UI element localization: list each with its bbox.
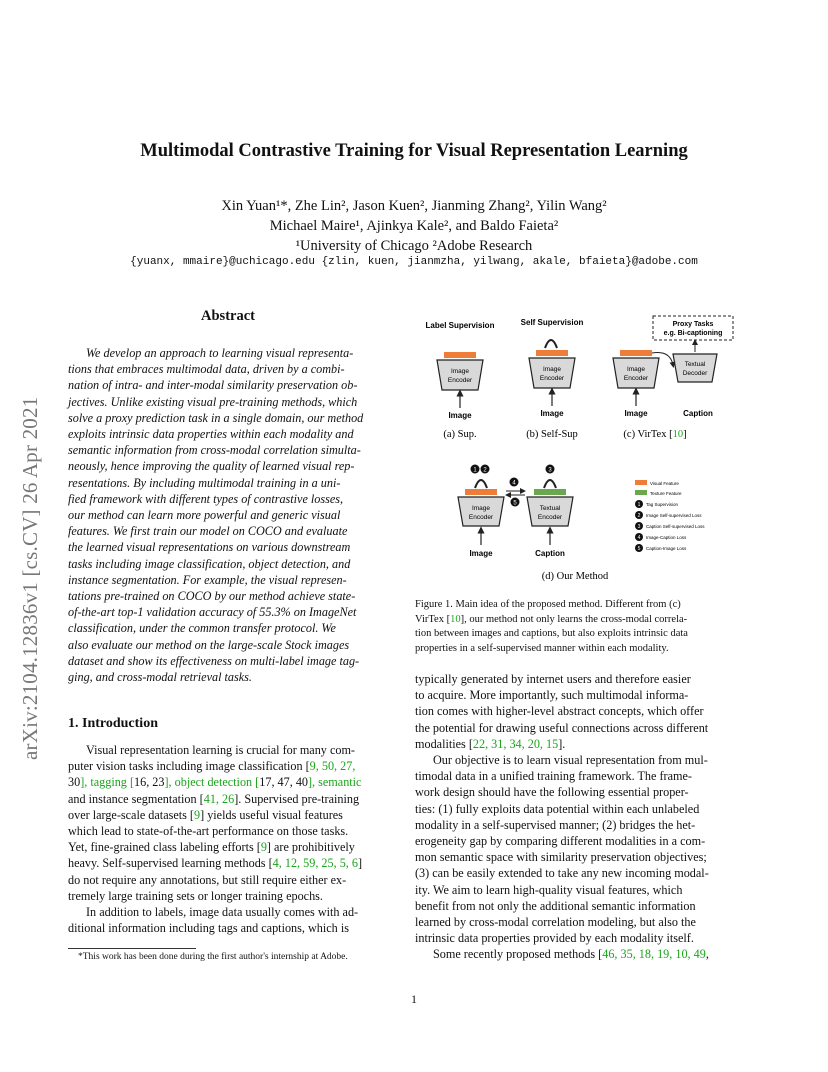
svg-text:Decoder: Decoder xyxy=(682,370,708,377)
svg-text:4: 4 xyxy=(512,480,516,487)
svg-text:Encoder: Encoder xyxy=(623,375,649,382)
text-line: over large-scale datasets [9] yields useful visual features xyxy=(68,807,343,822)
text-line: the potential for drawing useful connections across different xyxy=(415,720,709,735)
text-line: mon semantic space with similarity preservation objectives; xyxy=(415,850,707,865)
svg-text:(b) Self-Sup: (b) Self-Sup xyxy=(526,429,578,440)
arxiv-stamp: arXiv:2104.12836v1 [cs.CV] 26 Apr 2021 xyxy=(18,396,42,760)
svg-text:Caption: Caption xyxy=(535,549,565,558)
text-line: heavy. Self-supervised learning methods [4, 12, 59, 25, 5, 6] xyxy=(68,856,363,871)
text-line: tion comes with higher-level abstract concepts, which offer xyxy=(415,704,704,719)
intro-heading: 1. Introduction xyxy=(68,716,158,731)
text-line: (3) can be easily extended to take any new incoming modal- xyxy=(415,866,709,881)
text-line: do not require any annotations, but still require either ex- xyxy=(68,872,347,887)
text-line: puter vision tasks including image classification [9, 50, 27, xyxy=(68,759,356,774)
text-line: VirTex [10], our method not only learns the cross-modal correla- xyxy=(415,613,688,625)
text-line: In addition to labels, image data usually comes with ad- xyxy=(86,905,359,920)
svg-text:Label Supervision: Label Supervision xyxy=(425,321,495,330)
text-line: instance segmentation. For example, the visual represen- xyxy=(68,572,347,587)
svg-text:2: 2 xyxy=(483,467,487,474)
svg-text:5: 5 xyxy=(513,500,517,507)
text-line: tremely large training sets or longer training epochs. xyxy=(68,888,323,903)
text-line: jectives. Unlike existing visual pre-training methods, which xyxy=(68,394,358,409)
svg-text:1: 1 xyxy=(473,467,477,474)
panel-a xyxy=(426,321,495,420)
text-line: Our objective is to learn visual representation from mul- xyxy=(433,753,708,768)
svg-text:Encoder: Encoder xyxy=(537,514,563,521)
text-line: erogeneity gap by comparing different modalities in a com- xyxy=(415,834,706,849)
citation: 22, 31, 34, 20, 15 xyxy=(472,736,559,751)
text-line: the learned visual representations on various downstream xyxy=(68,540,351,555)
text-line: benefit from not only the additional semantic information xyxy=(415,898,696,913)
citation: 41, 26 xyxy=(203,791,235,806)
svg-text:Visual Feature: Visual Feature xyxy=(650,481,679,486)
svg-text:Self Supervision: Self Supervision xyxy=(520,318,584,327)
svg-text:Caption-Image Loss: Caption-Image Loss xyxy=(646,546,687,551)
text-line: modalities [22, 31, 34, 20, 15]. xyxy=(415,736,566,751)
text-line: classification, under the common transfer protocol. We xyxy=(68,621,336,636)
svg-text:Image: Image xyxy=(448,411,472,420)
text-line: resentations. By including multimodal training in a uni- xyxy=(68,475,341,490)
svg-text:Encoder: Encoder xyxy=(539,375,565,382)
panel-b xyxy=(521,318,584,418)
svg-text:Image Self-supervised Loss: Image Self-supervised Loss xyxy=(646,513,702,518)
text-line: nation of intra- and inter-modal similarity preservation ob- xyxy=(68,378,358,393)
svg-text:(c) VirTex [10]: (c) VirTex [10] xyxy=(623,429,687,440)
text-line: and instance segmentation [41, 26]. Supervised pre-training xyxy=(68,791,360,806)
svg-text:Image-Caption Loss: Image-Caption Loss xyxy=(646,535,687,540)
text-line: features. We first train our model on COCO and evaluate xyxy=(68,524,348,539)
page-number: 1 xyxy=(411,992,417,1006)
svg-text:Encoder: Encoder xyxy=(468,514,494,521)
text-line: modality in a self-supervised manner; (2) bridges the het- xyxy=(415,817,696,832)
figure-caption xyxy=(415,598,737,656)
emails: {yuanx, mmaire}@uchicago.edu {zlin, kuen, jianmzha, yilwang, akale, bfaieta}@adobe.com xyxy=(130,256,698,268)
figure-1 xyxy=(415,310,745,605)
authors-line-2: Michael Maire¹, Ajinkya Kale², and Baldo Faieta² xyxy=(269,218,559,234)
svg-text:Image: Image xyxy=(624,409,648,418)
text-line: of-the-art top-1 validation accuracy of 55.3% on ImageNet xyxy=(68,605,357,620)
text-line: Figure 1. Main idea of the proposed method. Different from (c) xyxy=(415,599,681,610)
text-line: ging, and cross-modal retrieval tasks. xyxy=(68,670,252,685)
text-line: properties in a self-supervised manner within each modality. xyxy=(415,642,669,654)
svg-text:Image: Image xyxy=(469,549,493,558)
citation: ], semantic xyxy=(308,775,362,790)
citation: 46, 35, 18, 19, 10, 49 xyxy=(602,947,706,962)
svg-text:4: 4 xyxy=(637,535,641,541)
text-line: timodal data in a unified training framework. The frame- xyxy=(415,769,692,784)
text-line: our method can learn more powerful and generic visual xyxy=(68,508,341,523)
svg-text:Encoder: Encoder xyxy=(447,377,473,384)
svg-text:Image: Image xyxy=(542,366,562,373)
svg-text:3: 3 xyxy=(548,467,552,474)
footnote-rule xyxy=(68,948,196,949)
text-line: which lead to state-of-the-art performance on those tasks. xyxy=(68,824,349,839)
citation: 10 xyxy=(450,613,461,625)
text-line: tions that embraces multimodal data, driven by a combi- xyxy=(68,362,345,377)
svg-text:Texture Feature: Texture Feature xyxy=(650,491,682,496)
svg-text:Textual: Textual xyxy=(684,361,706,368)
affiliations: ¹University of Chicago ²Adobe Research xyxy=(295,238,533,254)
text-line: exploits intrinsic data properties within each modality and xyxy=(68,427,354,442)
text-line: ties: (1) fully exploits data potential within each unlabeled xyxy=(415,801,700,816)
svg-text:Caption Self-supervised Loss: Caption Self-supervised Loss xyxy=(646,524,705,529)
svg-text:(a) Sup.: (a) Sup. xyxy=(443,429,477,440)
visual-feature-bar xyxy=(444,352,476,358)
text-line: tations pre-trained on COCO by our method achieve state- xyxy=(68,589,356,604)
svg-text:Image: Image xyxy=(540,409,564,418)
citation: ], object detection [ xyxy=(164,775,260,790)
text-line: typically generated by internet users and therefore easier xyxy=(415,672,691,686)
citation: 9 xyxy=(260,840,267,855)
svg-text:1: 1 xyxy=(637,502,641,508)
text-line: Yet, fine-grained class labeling efforts [9] are prohibitively xyxy=(68,840,355,855)
abstract-heading: Abstract xyxy=(201,308,255,324)
text-line: solve a proxy prediction task in a single domain, our method xyxy=(68,410,364,425)
panel-c xyxy=(613,316,733,418)
text-line: tion between images and captions, but also exploits intrinsic data xyxy=(415,628,688,639)
svg-text:Tag Supervision: Tag Supervision xyxy=(646,502,679,507)
svg-text:Image: Image xyxy=(471,505,491,512)
svg-text:Image: Image xyxy=(450,368,470,375)
citation: 9, 50, 27, xyxy=(309,759,356,774)
text-line: 30], tagging [16, 23], object detection [17, 47, 40], semantic xyxy=(68,775,362,790)
text-line: ditional information including tags and captions, which is xyxy=(68,921,349,936)
svg-text:(d) Our Method: (d) Our Method xyxy=(541,571,609,582)
citation: ], tagging [ xyxy=(80,775,135,790)
text-line: ity. We aim to learn high-quality visual features, which xyxy=(415,882,683,897)
text-line: neously, hence improving the quality of learned visual rep- xyxy=(68,459,355,474)
text-line: We develop an approach to learning visual representa- xyxy=(86,346,354,360)
text-line: Some recently proposed methods [46, 35, 18, 19, 10, 49, xyxy=(433,947,709,962)
abstract-body xyxy=(68,345,388,685)
svg-text:5: 5 xyxy=(637,546,641,552)
text-line: learned by cross-modal correlation modeling, but also the xyxy=(415,915,696,930)
citation: 9 xyxy=(194,807,201,822)
text-line: tasks including image classification, object detection, and xyxy=(68,556,351,571)
authors-line-1: Xin Yuan¹*, Zhe Lin², Jason Kuen², Jianming Zhang², Yilin Wang² xyxy=(221,198,607,214)
text-line: semantic information from cross-modal correlation simulta- xyxy=(68,443,361,458)
intro-body xyxy=(68,742,388,936)
text-line: to acquire. More importantly, such multimodal informa- xyxy=(415,688,689,703)
footnote: *This work has been done during the first author's internship at Adobe. xyxy=(78,952,348,962)
text-line: work design should have the following essential proper- xyxy=(415,785,689,800)
svg-text:Proxy Tasks: Proxy Tasks xyxy=(672,321,714,328)
text-line: dataset and show its effectiveness on multi-label image tag- xyxy=(68,653,360,668)
svg-text:Image: Image xyxy=(626,366,646,373)
text-line: intrinsic data properties provided by each modality itself. xyxy=(415,931,694,946)
svg-text:e.g. Bi-captioning: e.g. Bi-captioning xyxy=(663,330,723,337)
right-column-body xyxy=(415,671,737,963)
text-line: fied framework with different types of contrastive losses, xyxy=(68,491,344,506)
text-line: also evaluate our method on the large-scale Stock images xyxy=(68,637,350,652)
panel-d xyxy=(458,465,705,559)
paper-title: Multimodal Contrastive Training for Visual Representation Learning xyxy=(140,141,688,161)
svg-text:3: 3 xyxy=(637,524,641,530)
citation: 4, 12, 59, 25, 5, 6 xyxy=(272,856,358,871)
svg-text:2: 2 xyxy=(637,513,641,519)
text-line: Visual representation learning is crucial for many com- xyxy=(86,743,355,757)
svg-text:Caption: Caption xyxy=(683,409,713,418)
svg-text:Textual: Textual xyxy=(539,505,561,512)
